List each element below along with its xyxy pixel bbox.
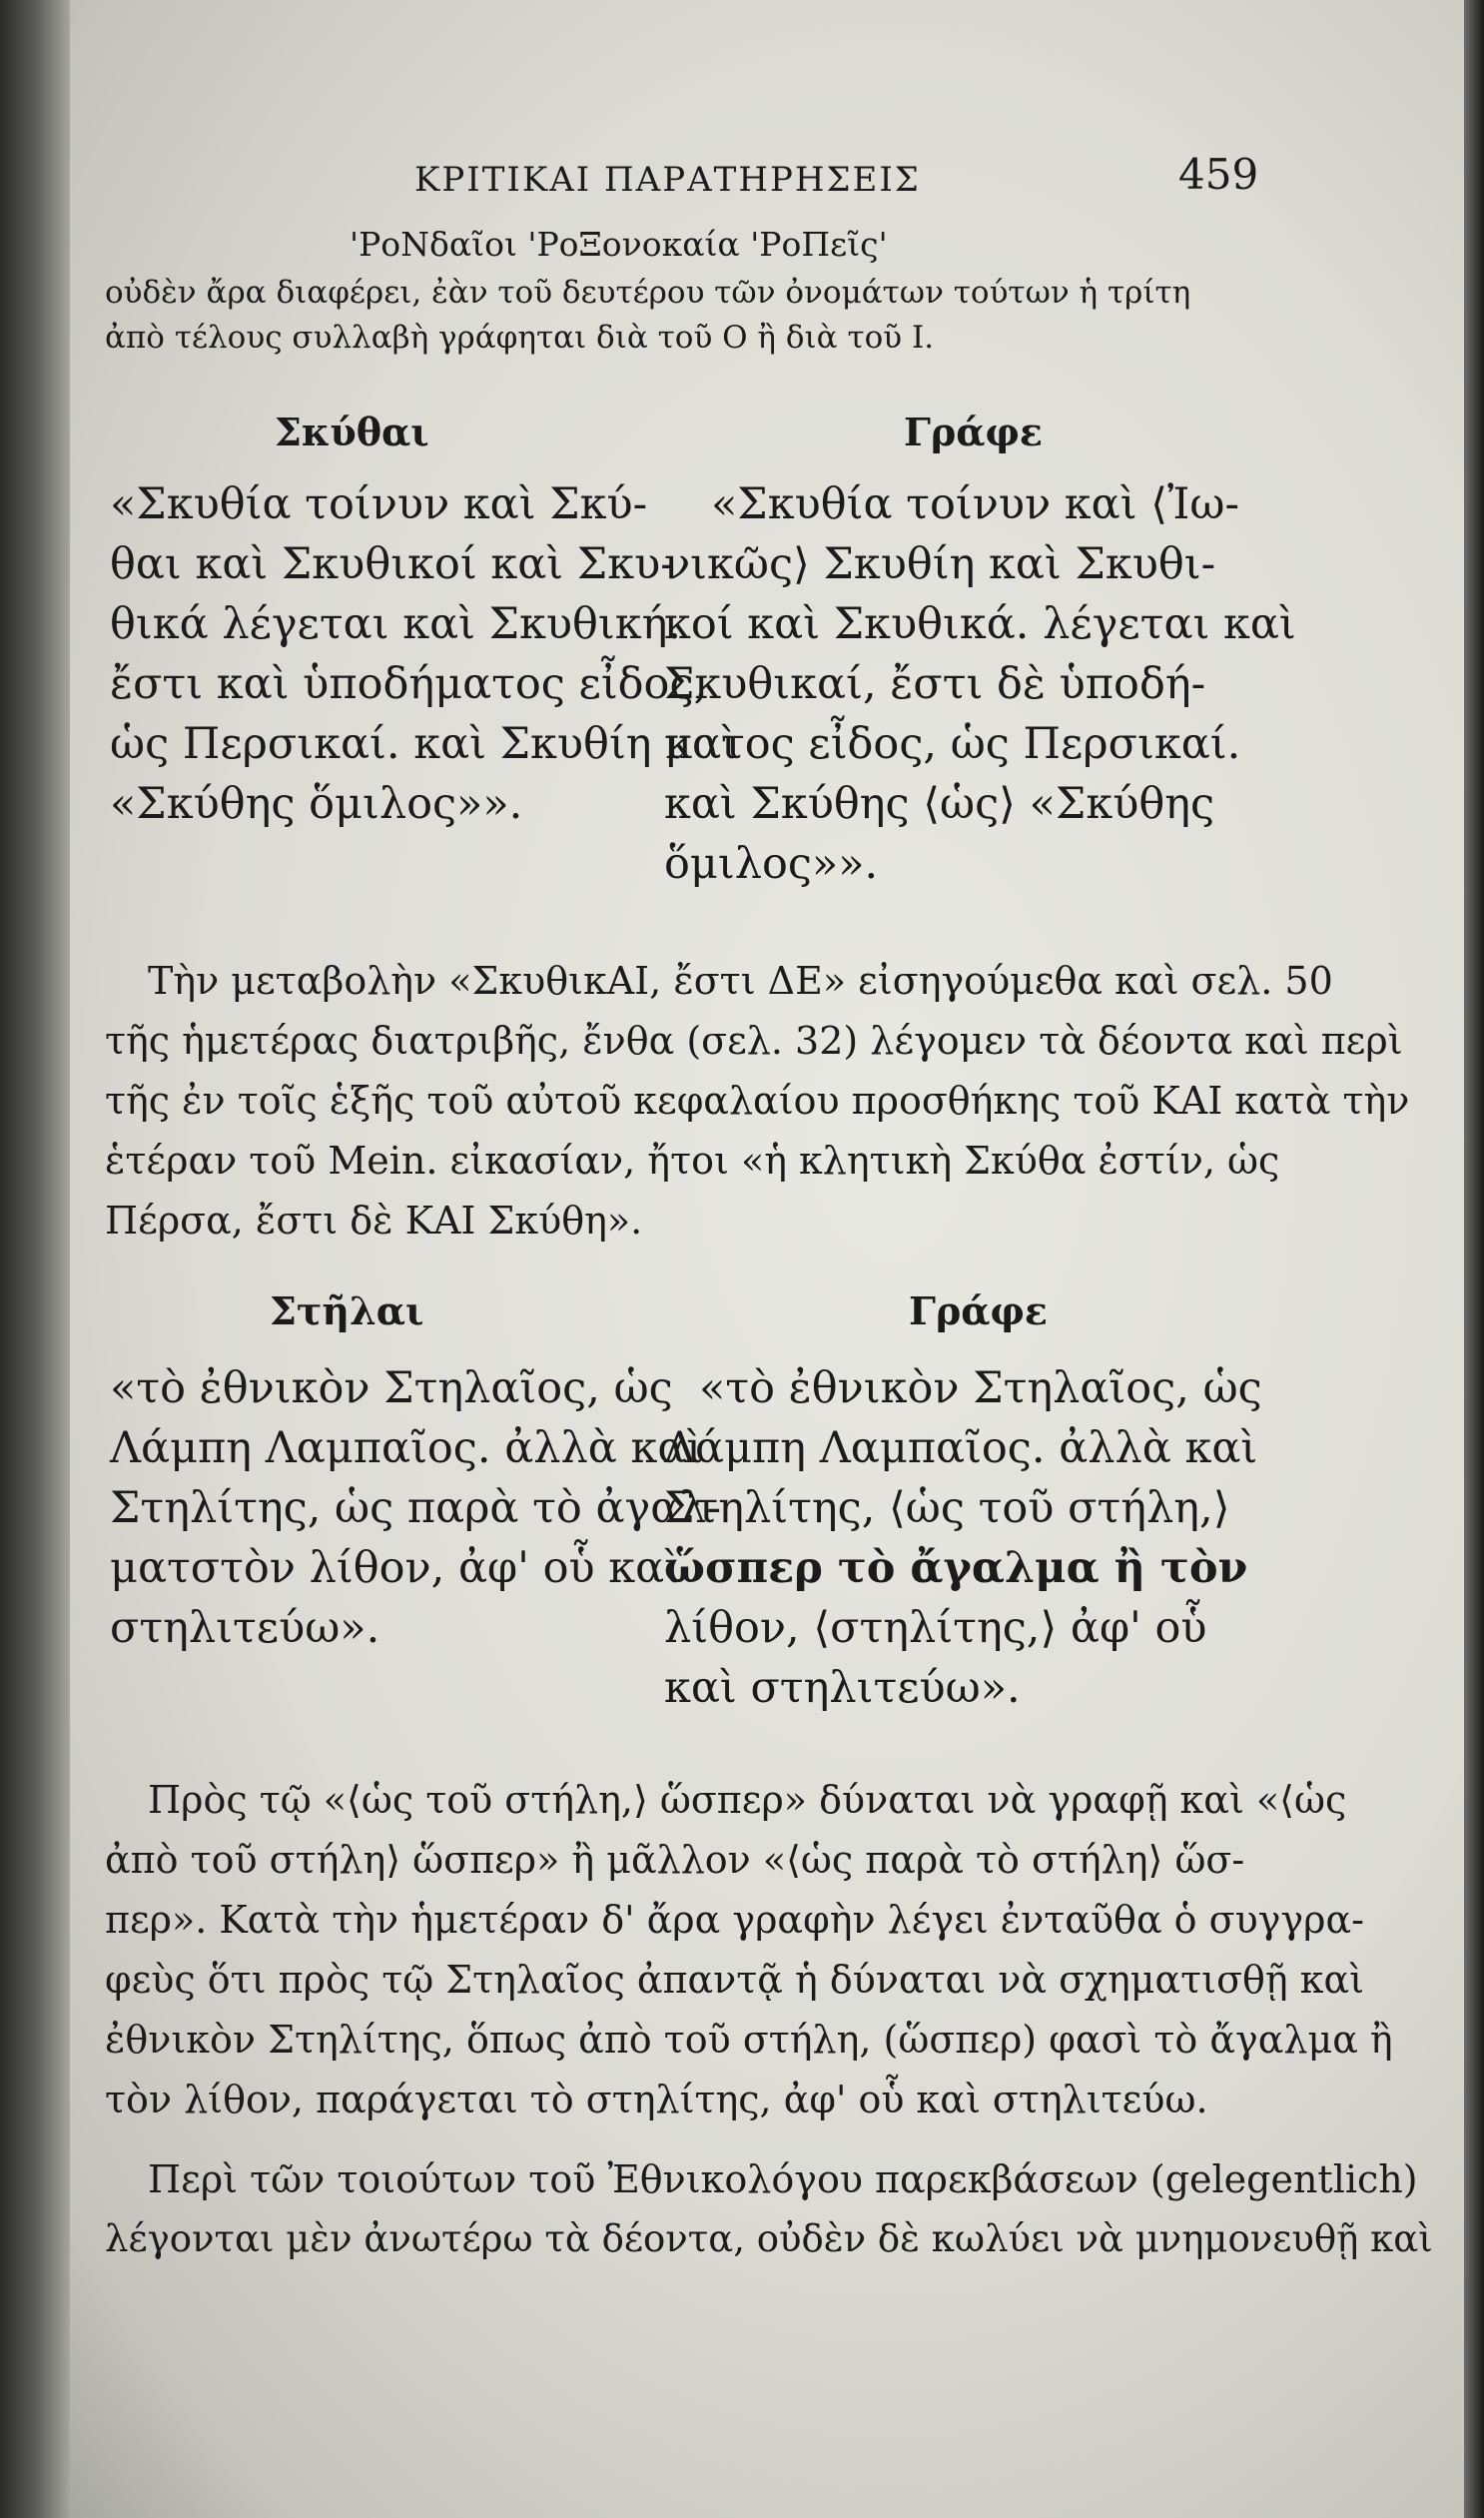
p1-line: τῆς ἡμετέρας διατριβῆς, ἔνθα (σελ. 32) λέγομεν τὰ δέοντα καὶ περὶ <box>105 1019 1403 1063</box>
p1-line: τῆς ἐν τοῖς ἑξῆς τοῦ αὐτοῦ κεφαλαίου προσθήκης τοῦ ΚΑΙ κατὰ τὴν <box>105 1079 1410 1123</box>
running-title: ΚΡΙΤΙΚΑΙ ΠΑΡΑΤΗΡΗΣΕΙΣ <box>414 160 921 200</box>
s2-left-line: Στηλίτης, ὡς παρὰ τὸ ἀγαλ- <box>110 1483 722 1533</box>
p2-line: περ». Κατὰ τὴν ἡμετέραν δ' ἄρα γραφὴν λέγει ἐνταῦθα ὁ συγγρα- <box>105 1898 1364 1942</box>
intro-line-1: 'ΡοΝδαῖοι 'ΡοΞονοκαία 'ΡοΠεῖς' <box>350 225 888 264</box>
s1-right-line: καὶ Σκύθης ⟨ὡς⟩ «Σκύθης <box>664 779 1215 829</box>
section1-right-heading: Γράφε <box>904 410 1043 454</box>
s1-right-line: ὅμιλος»». <box>664 839 879 889</box>
s1-left-line: ὡς Περσικαί. καὶ Σκυθίη καὶ <box>110 719 739 769</box>
p2-line: φεὺς ὅτι πρὸς τῷ Στηλαῖος ἀπαντᾷ ἡ δύναται νὰ σχηματισθῇ καὶ <box>105 1958 1365 2002</box>
s2-left-line: στηλιτεύω». <box>110 1603 380 1653</box>
page-number: 459 <box>1178 150 1259 199</box>
s2-right-line: Λάμπη Λαμπαῖος. ἀλλὰ καὶ <box>664 1423 1258 1473</box>
s2-left-line: «τὸ ἐθνικὸν Στηλαῖος, ὡς <box>110 1363 673 1413</box>
s1-left-line: θικά λέγεται καὶ Σκυθική. <box>110 599 682 649</box>
page-gutter-shadow <box>0 0 70 2518</box>
p1-line: Τὴν μεταβολὴν «ΣκυθικΑΙ, ἔστι ΔΕ» εἰσηγούμεθα καὶ σελ. 50 <box>148 959 1333 1003</box>
p2-line: ἀπὸ τοῦ στήλη⟩ ὥσπερ» ἢ μᾶλλον «⟨ὡς παρὰ τὸ στήλη⟩ ὥσ- <box>105 1838 1245 1882</box>
p2-line: τὸν λίθον, παράγεται τὸ στηλίτης, ἀφ' οὗ καὶ στηλιτεύω. <box>105 2078 1208 2121</box>
s1-right-line: κοί καὶ Σκυθικά. λέγεται καὶ <box>664 599 1296 649</box>
s1-left-line: «Σκύθης ὅμιλος»». <box>110 779 523 829</box>
intro-line-2: οὐδὲν ἄρα διαφέρει, ἐὰν τοῦ δευτέρου τῶν ὀνομάτων τούτων ἡ τρίτη <box>105 275 1191 311</box>
page-edge-shadow <box>1464 0 1484 2518</box>
section1-left-heading: Σκύθαι <box>275 410 429 454</box>
s1-right-line: ματος εἶδος, ὡς Περσικαί. <box>664 719 1241 769</box>
p3-line: λέγονται μὲν ἀνωτέρω τὰ δέοντα, οὐδὲν δὲ κωλύει νὰ μνημονευθῇ καὶ <box>105 2217 1433 2260</box>
s2-right-line: ὥσπερ τὸ ἄγαλμα ἢ τὸν <box>664 1543 1248 1593</box>
s2-left-line: Λάμπη Λαμπαῖος. ἀλλὰ καὶ <box>110 1423 704 1473</box>
s2-right-line: Στηλίτης, ⟨ὡς τοῦ στήλη,⟩ <box>664 1483 1230 1533</box>
intro-line-3: ἀπὸ τέλους συλλαβὴ γράφηται διὰ τοῦ Ο ἢ διὰ τοῦ Ι. <box>105 320 935 356</box>
s2-right-line: «τὸ ἐθνικὸν Στηλαῖος, ὡς <box>699 1363 1262 1413</box>
p3-line: Περὶ τῶν τοιούτων τοῦ Ἐθνικολόγου παρεκβάσεων (gelegentlich) <box>148 2157 1418 2201</box>
s2-right-line: λίθον, ⟨στηλίτης,⟩ ἀφ' οὗ <box>664 1603 1207 1653</box>
p1-line: Πέρσα, ἔστι δὲ ΚΑΙ Σκύθη». <box>105 1199 643 1243</box>
s1-left-line: θαι καὶ Σκυθικοί καὶ Σκυ- <box>110 539 675 589</box>
s1-right-line: «Σκυθία τοίνυν καὶ ⟨Ἰω- <box>711 479 1240 529</box>
s1-left-line: ἔστι καὶ ὑποδήματος εἶδος, <box>110 659 708 709</box>
p1-line: ἑτέραν τοῦ Mein. εἰκασίαν, ἤτοι «ἡ κλητικὴ Σκύθα ἐστίν, ὡς <box>105 1139 1280 1183</box>
s1-left-line: «Σκυθία τοίνυν καὶ Σκύ- <box>110 479 648 529</box>
p2-line: ἐθνικὸν Στηλίτης, ὅπως ἀπὸ τοῦ στήλη, (ὥσπερ) φασὶ τὸ ἄγαλμα ἢ <box>105 2018 1393 2062</box>
section2-left-heading: Στῆλαι <box>270 1288 424 1333</box>
p2-line: Πρὸς τῷ «⟨ὡς τοῦ στήλη,⟩ ὥσπερ» δύναται νὰ γραφῇ καὶ «⟨ὡς <box>148 1778 1347 1822</box>
s2-left-line: ματστὸν λίθον, ἀφ' οὗ καὶ <box>110 1543 682 1593</box>
s1-right-line: Σκυθικαί, ἔστι δὲ ὑποδή- <box>664 659 1206 709</box>
section2-right-heading: Γράφε <box>909 1288 1048 1333</box>
s2-right-line: καὶ στηλιτεύω». <box>664 1663 1021 1713</box>
s1-right-line: νικῶς⟩ Σκυθίη καὶ Σκυθι- <box>664 539 1216 589</box>
